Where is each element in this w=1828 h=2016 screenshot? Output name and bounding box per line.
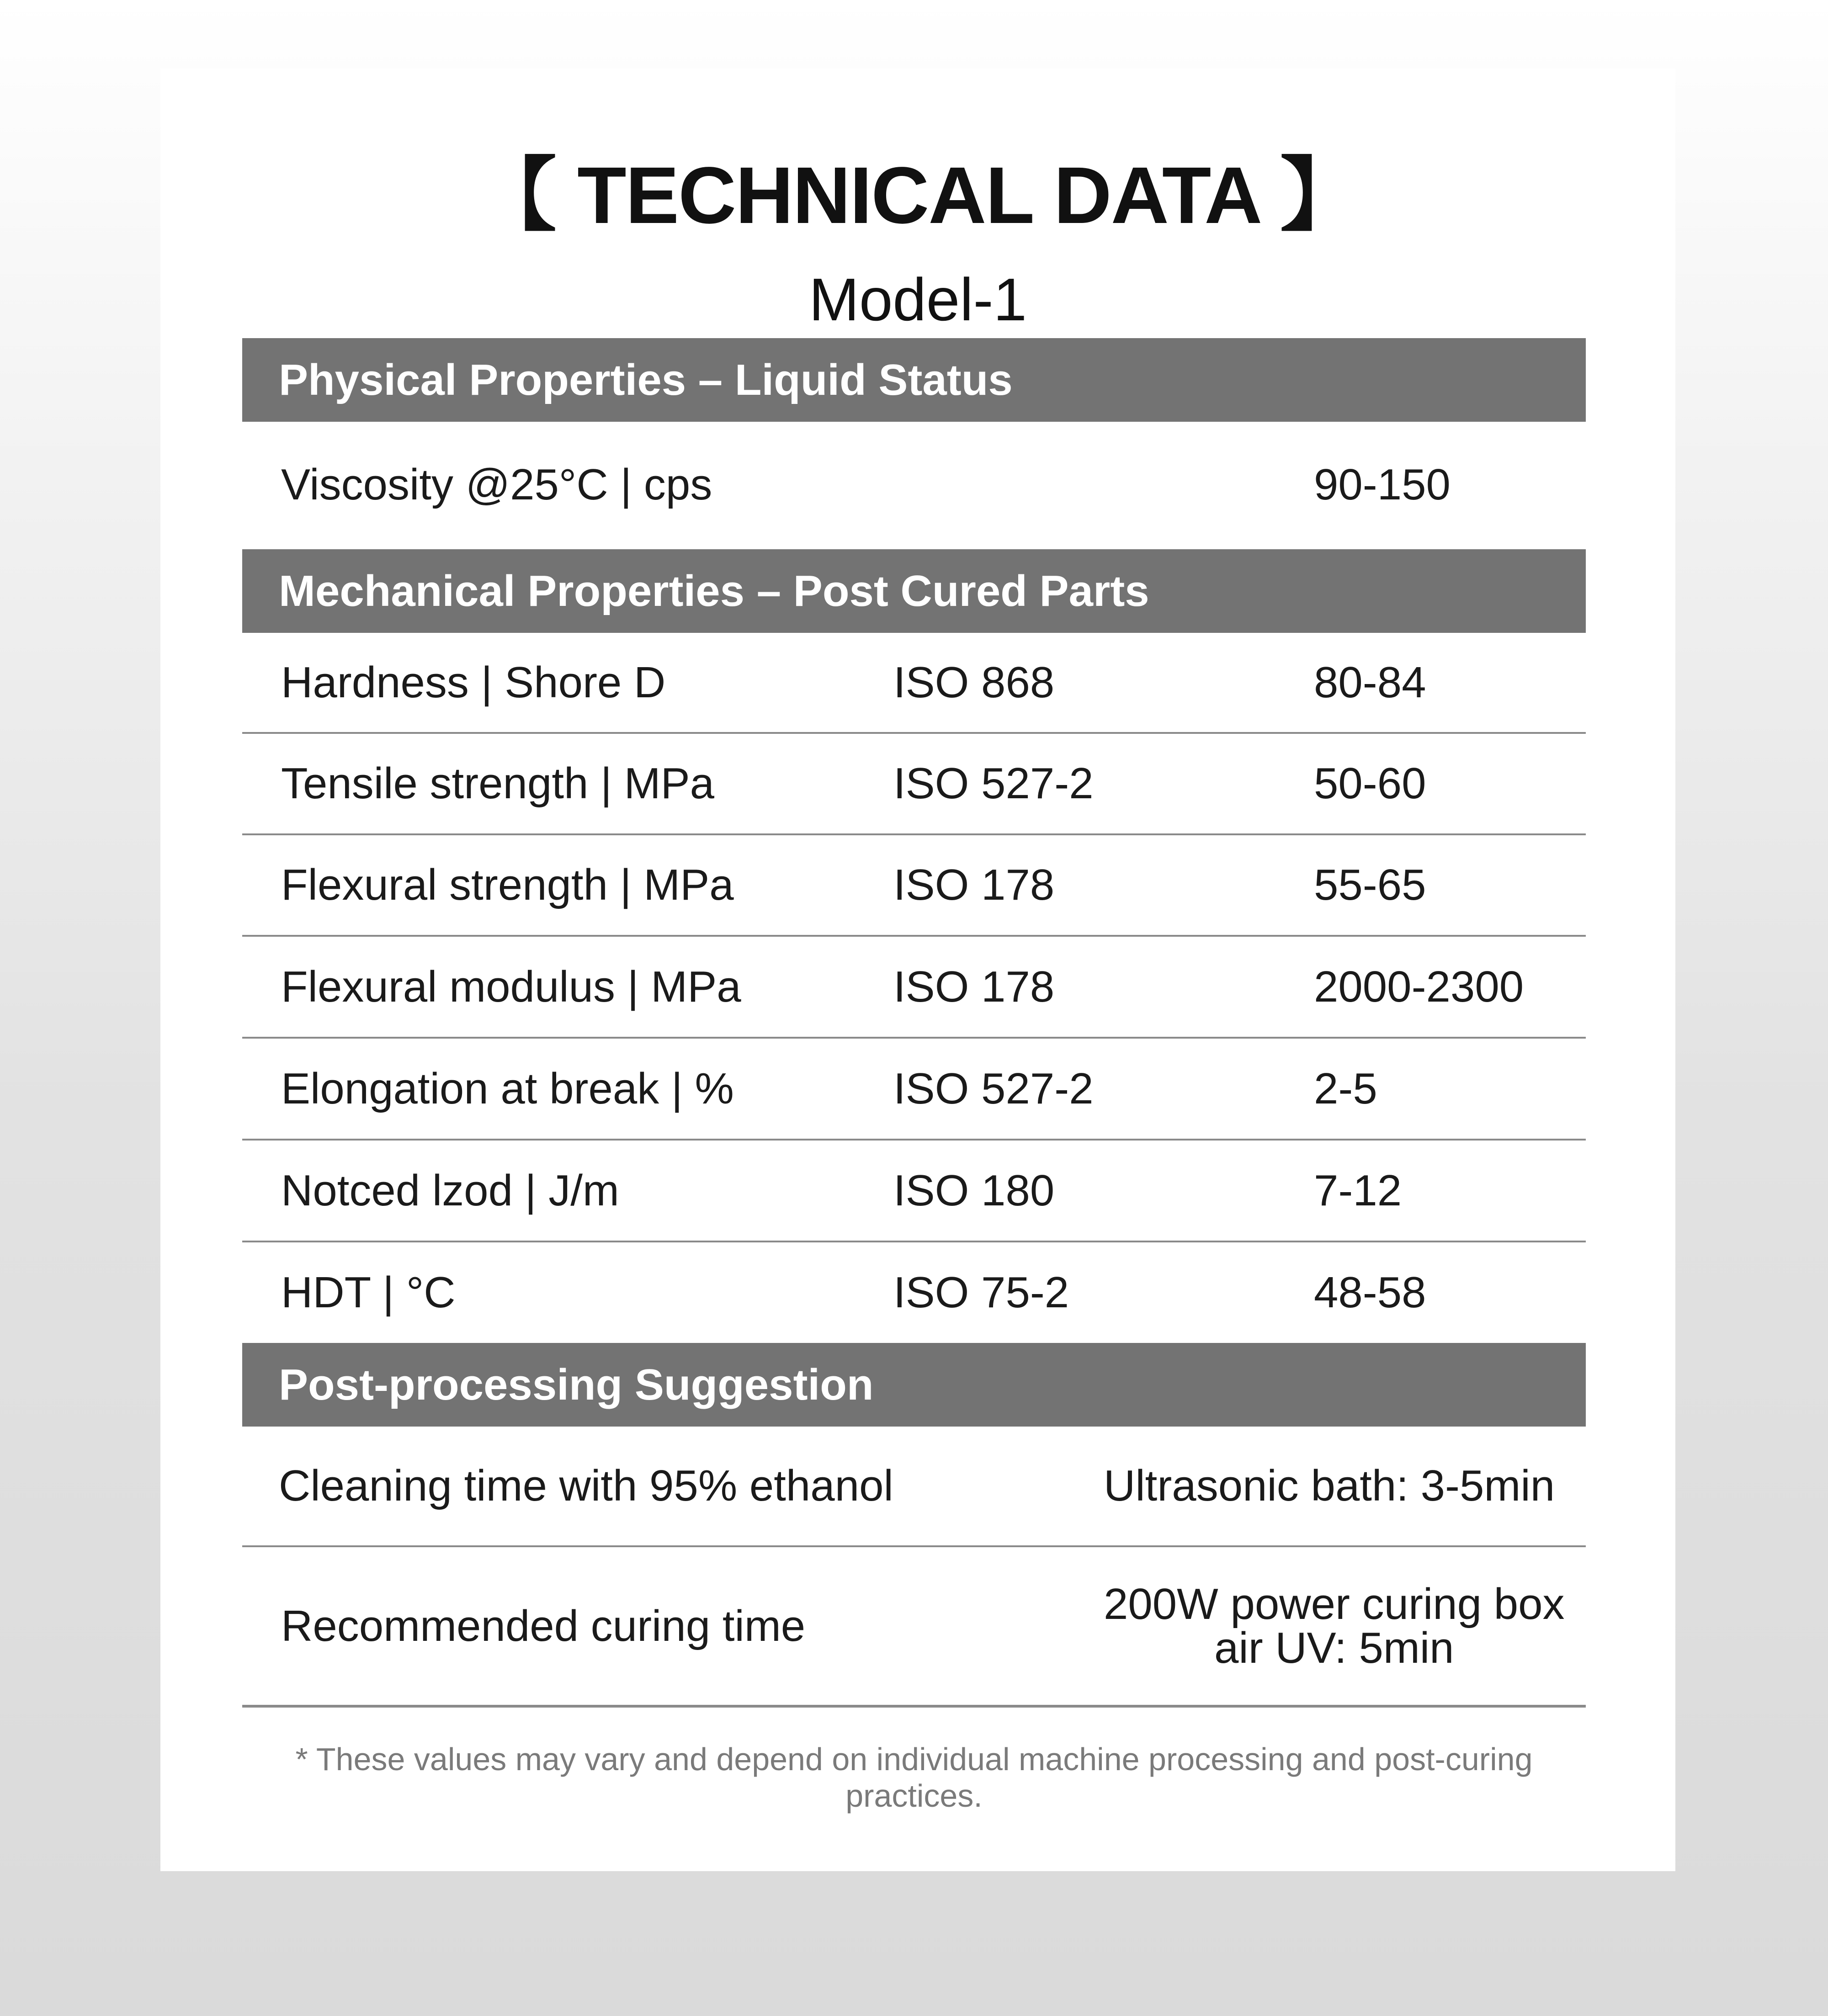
property-value: 50-60: [1314, 759, 1426, 808]
property-label: Recommended curing time: [281, 1601, 806, 1650]
table-row: [242, 734, 1586, 835]
suggestion-value: [1104, 1427, 1555, 1545]
section-header-physical: Physical Properties – Liquid Status: [242, 338, 1586, 422]
property-value: 55-65: [1314, 860, 1426, 909]
footnote: * These values may vary and depend on individual machine processing and post-curing practices.: [295, 1741, 1533, 1814]
standard-value: ISO 178: [893, 860, 1055, 909]
page-title: 【 TECHNICAL DATA 】: [476, 151, 1360, 240]
property-label: Flexural modulus | MPa: [281, 962, 741, 1011]
table-row: [242, 1039, 1586, 1141]
model-subtitle: Model-1: [809, 266, 1027, 333]
property-label: HDT | °C: [281, 1268, 456, 1317]
standard-value: ISO 75-2: [893, 1268, 1069, 1317]
table-row: [242, 835, 1586, 937]
property-label: Tensile strength | MPa: [281, 759, 715, 808]
suggestion-line: air UV: 5min: [1214, 1623, 1454, 1672]
suggestion-value: [1104, 1547, 1565, 1705]
property-value: 2-5: [1314, 1064, 1377, 1113]
table-row: [242, 1141, 1586, 1242]
property-label: Notced lzod | J/m: [281, 1166, 619, 1215]
standard-value: ISO 527-2: [893, 759, 1094, 808]
property-label: Viscosity @25°C | cps: [281, 460, 712, 509]
standard-value: ISO 178: [893, 962, 1055, 1011]
table-row: [242, 1427, 1586, 1547]
suggestion-line: Ultrasonic bath: 3-5min: [1104, 1461, 1555, 1510]
table-row: [242, 422, 1586, 547]
property-value: 2000-2300: [1314, 962, 1524, 1011]
standard-value: ISO 180: [893, 1166, 1055, 1215]
property-value: 90-150: [1314, 460, 1451, 509]
property-value: 48-58: [1314, 1268, 1426, 1317]
property-label: Elongation at break | %: [281, 1064, 734, 1113]
property-label: Flexural strength | MPa: [281, 860, 734, 909]
standard-value: ISO 868: [893, 658, 1055, 707]
table-row: [242, 1547, 1586, 1708]
property-value: 7-12: [1314, 1166, 1402, 1215]
table-row: [242, 937, 1586, 1039]
section-header-post-processing: Post-processing Suggestion: [242, 1343, 1586, 1427]
property-label: Cleaning time with 95% ethanol: [279, 1461, 893, 1510]
property-label: Hardness | Shore D: [281, 658, 666, 707]
section-header-mechanical: Mechanical Properties – Post Cured Parts: [242, 549, 1586, 633]
suggestion-line: 200W power curing box: [1104, 1579, 1565, 1629]
table-row: [242, 1242, 1586, 1343]
standard-value: ISO 527-2: [893, 1064, 1094, 1113]
table-row: [242, 633, 1586, 734]
property-value: 80-84: [1314, 658, 1426, 707]
